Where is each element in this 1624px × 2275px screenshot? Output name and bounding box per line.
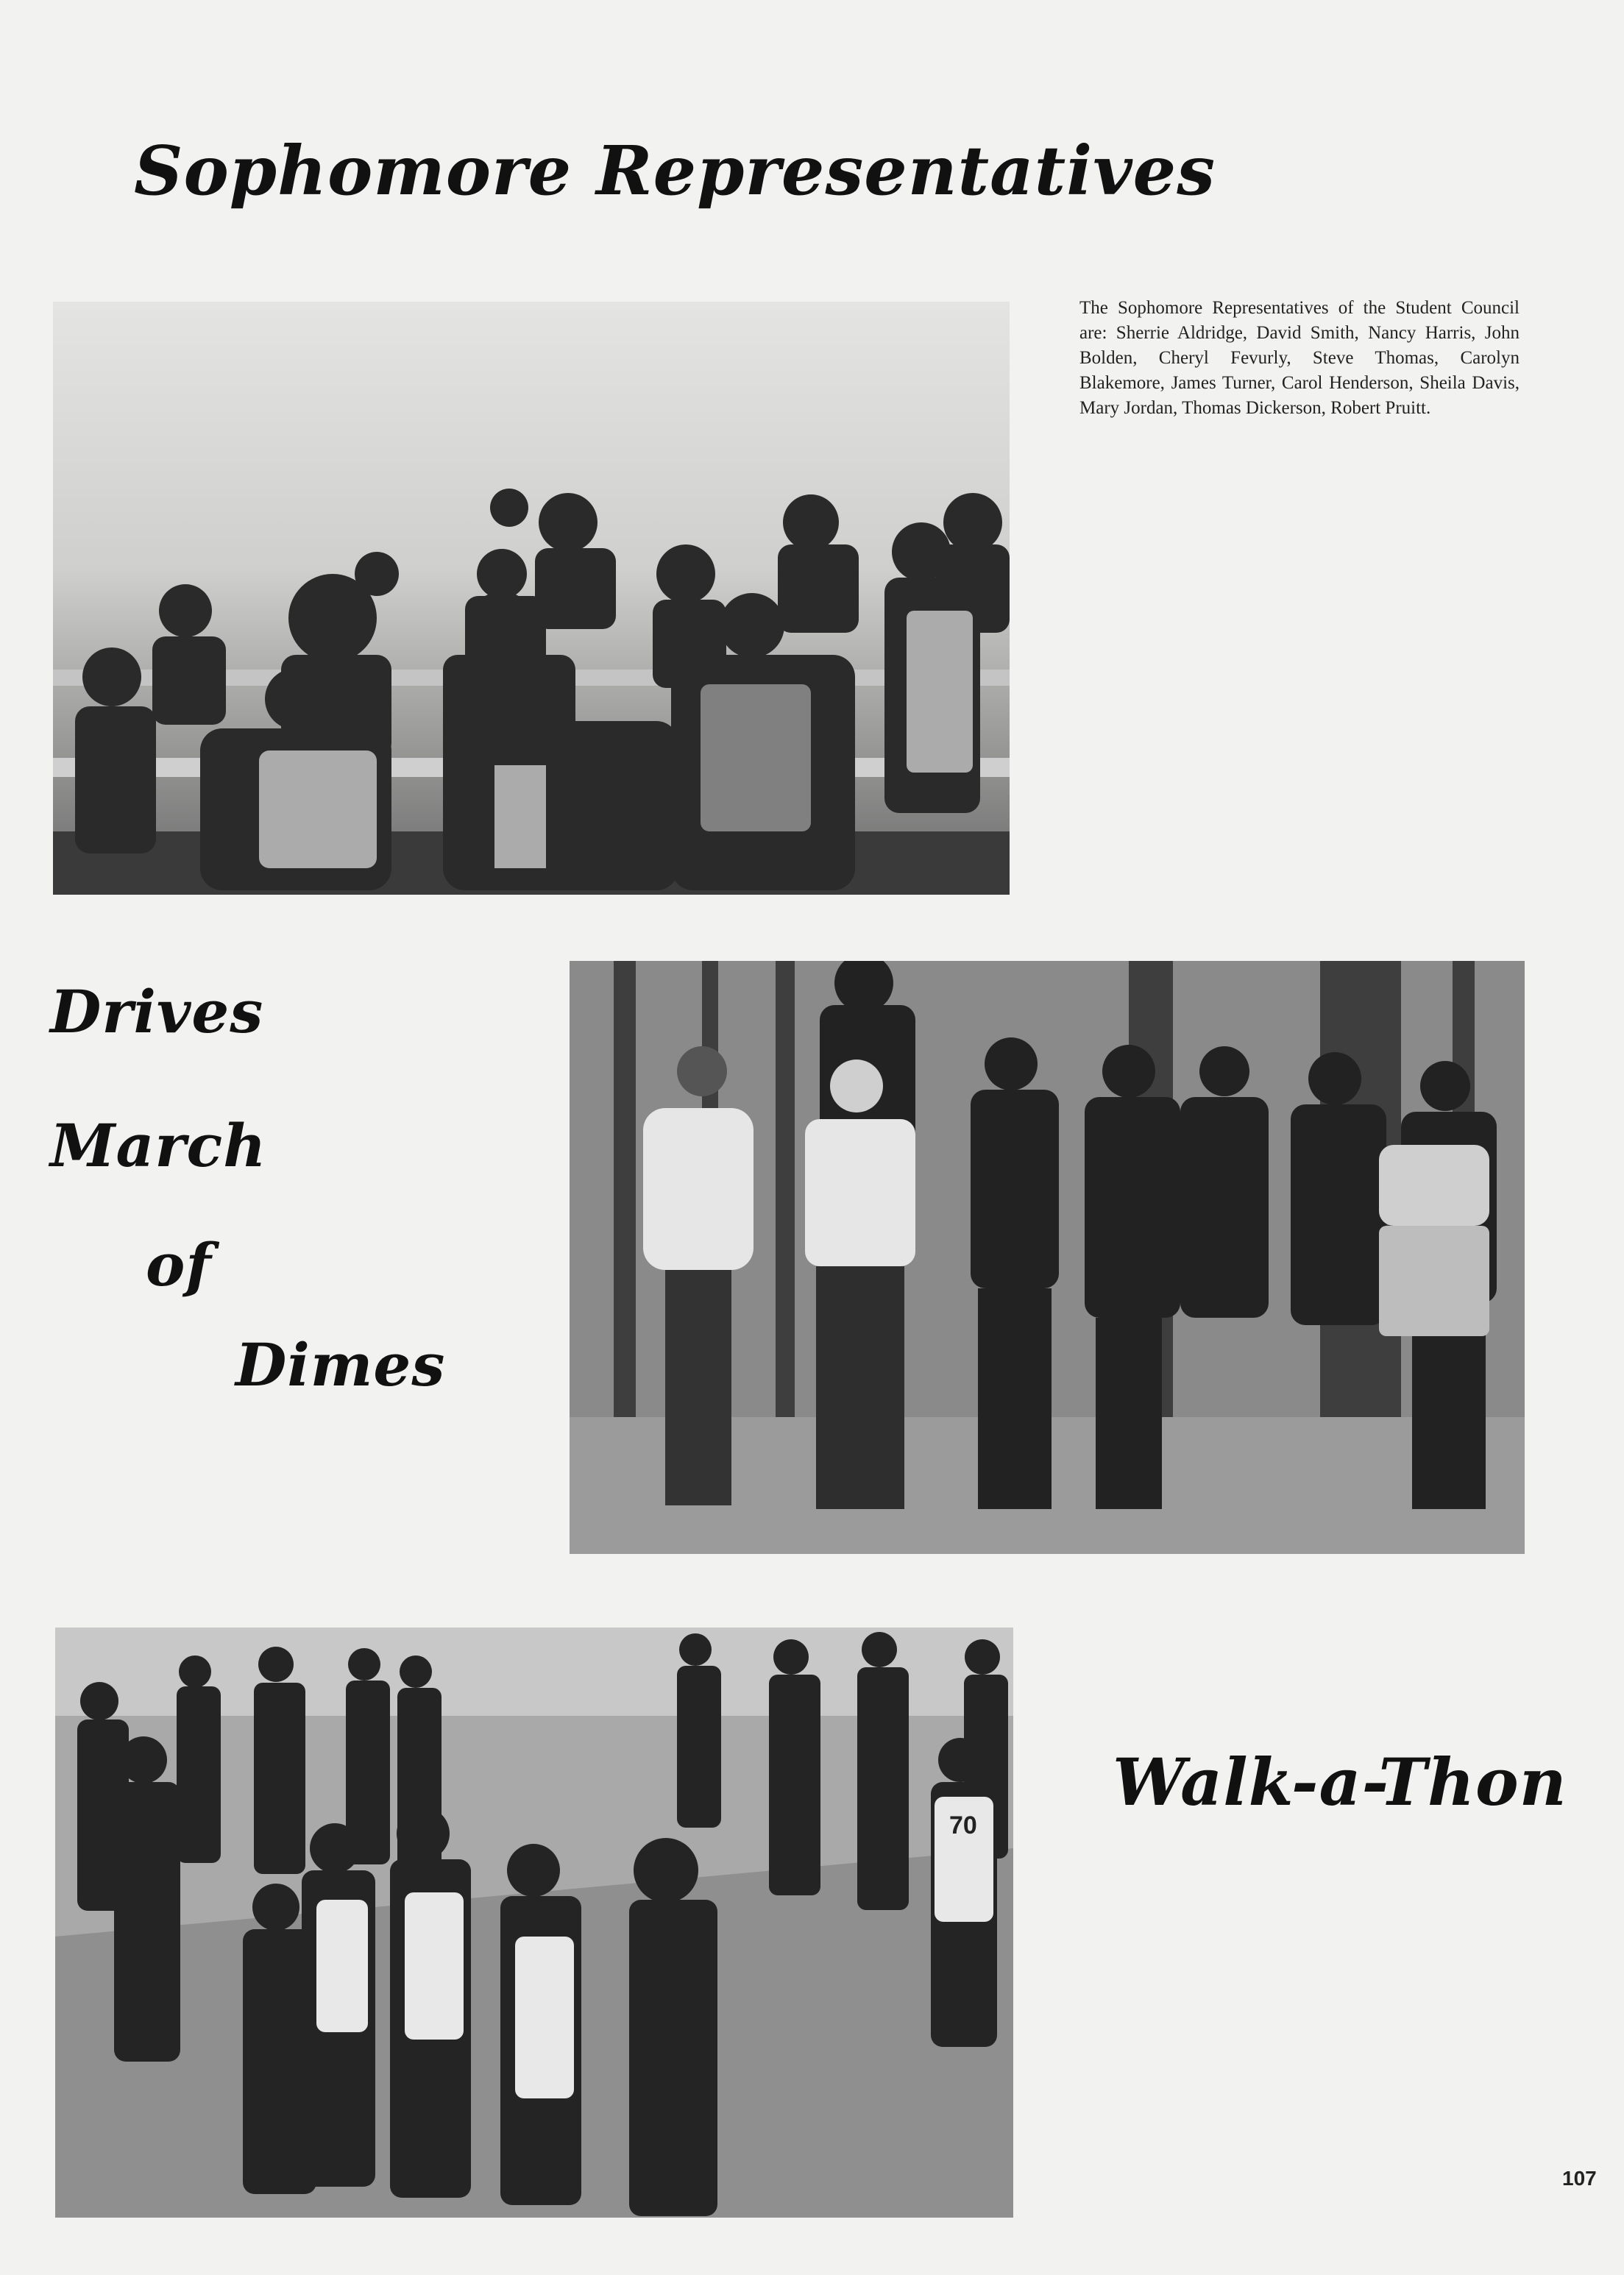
march-of-dimes-photo	[570, 961, 1525, 1554]
walk-a-thon-photo	[55, 1628, 1013, 2218]
page-title: Sophomore Representatives	[134, 131, 1216, 210]
caption-text: The Sophomore Representatives of the Student Council are: Sherrie Aldridge, David Smith, Nancy Harris, John Bolden, Cheryl Fevurly, Steve Thomas, Carolyn Blakemore, James Turner, Carol Henderson, Sheila Davis, Mary Jordan, Thomas Dickerson, Robert Pruitt.	[1079, 298, 1520, 418]
walk-a-thon-label: Walk-a-Thon	[1113, 1744, 1567, 1820]
classroom-photo	[53, 302, 1010, 895]
march-label: March	[50, 1111, 267, 1180]
page-number: 107	[1562, 2167, 1597, 2190]
dimes-label: Dimes	[235, 1330, 446, 1399]
of-label: of	[146, 1230, 212, 1299]
jersey-number-70: 70	[949, 1811, 977, 1839]
drives-label: Drives	[50, 977, 264, 1046]
